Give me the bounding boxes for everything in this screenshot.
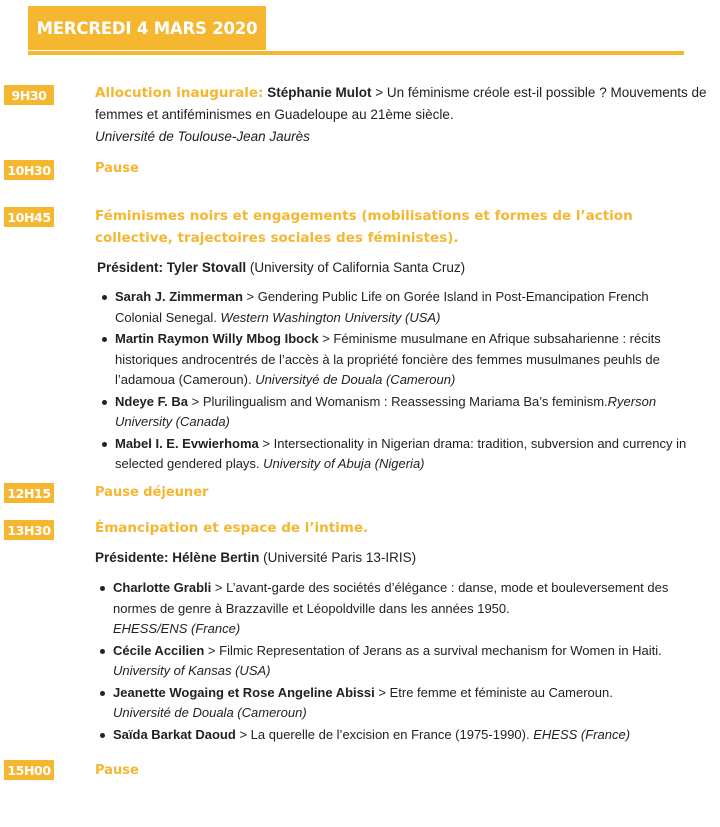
panel-heading: Émancipation et espace de l’intime. (95, 520, 369, 536)
session-opening (95, 82, 707, 148)
date-divider (28, 51, 684, 55)
affiliation: University of Kansas (USA) (113, 663, 271, 678)
session-label: Allocution inaugurale: (95, 85, 264, 101)
affiliation: University of Abuja (Nigeria) (263, 456, 425, 471)
panel-chair (97, 257, 709, 279)
list-item (113, 725, 695, 746)
speaker-name: Mabel I. E. Evwierhoma (115, 435, 259, 451)
separator: > (242, 289, 258, 304)
talk-title: Un féminisme créole est-il possible ? Mouvements de femmes et antiféminismes en Guadeloupe au 21ème siècle. (95, 85, 707, 122)
chair-name: Hélène Bertin (172, 550, 260, 565)
panel-chair (95, 547, 707, 569)
speaker-name: Ndeye F. Ba (115, 393, 188, 409)
affiliation: Université de Toulouse-Jean Jaurès (95, 129, 310, 144)
speaker-name: Cécile Accilien (113, 642, 205, 658)
chair-name: Tyler Stovall (166, 260, 247, 275)
talk-list (95, 578, 695, 746)
talk-list (97, 287, 697, 476)
affiliation: EHESS (France) (533, 726, 631, 742)
talk-title: Plurilingualism and Womanism : Reassessing Mariama Ba’s feminism. (202, 393, 608, 409)
separator: > (204, 642, 220, 658)
speaker-name: Martin Raymon Willy Mbog Ibock (115, 331, 319, 346)
session-break (95, 759, 707, 781)
separator: > (371, 85, 387, 100)
break-label: Pause déjeuner (95, 485, 209, 500)
list-item (113, 578, 695, 640)
affiliation: Universityé de Douala (Cameroun) (255, 372, 456, 387)
list-item (115, 434, 697, 475)
time-badge: 10H30 (4, 160, 54, 180)
talk-title: La querelle de l’excision en France (1975-1990). (250, 726, 534, 742)
talk-title: Etre femme et féministe au Cameroun. (389, 684, 613, 700)
speaker-name: Stéphanie Mulot (267, 85, 372, 100)
list-item (115, 329, 697, 391)
speaker-name: Charlotte Grabli (113, 580, 212, 595)
separator: > (374, 684, 390, 700)
list-item (115, 287, 697, 328)
affiliation: Ryerson University (Canada) (115, 393, 657, 429)
talk-title: Gendering Public Life on Gorée Island in Post-Emancipation French Colonial Senegal. (115, 289, 649, 325)
list-item (115, 392, 697, 433)
session-break (95, 157, 707, 179)
panel-heading: Féminismes noirs et engagements (mobilisations et formes de l’action collective, trajectoires sociales des féministes). (95, 208, 633, 246)
session-panel-2 (95, 517, 707, 539)
separator: > (235, 726, 251, 742)
talk-title: Intersectionality in Nigerian drama: tradition, subversion and currency in selected gendered plays. (115, 435, 687, 471)
talk-title: Féminisme musulmane en Afrique subsaharienne : récits historiques androcentrés de l’accès à la propriété foncière des femmes musulmanes peuhls de l’adamoua (Cameroun). (115, 331, 661, 387)
affiliation: EHESS/ENS (France) (113, 621, 241, 636)
chair-affiliation: (Université Paris 13-IRIS) (263, 550, 417, 565)
time-badge: 15H00 (4, 760, 54, 780)
chair-label: Présidente: (95, 550, 169, 565)
list-item (113, 641, 695, 682)
break-label: Pause (95, 763, 139, 778)
date-banner: MERCREDI 4 MARS 2020 (28, 6, 266, 50)
separator: > (187, 393, 203, 409)
time-badge: 10H45 (4, 207, 54, 227)
speaker-name: Saïda Barkat Daoud (113, 726, 236, 742)
separator: > (258, 435, 274, 451)
speaker-name: Sarah J. Zimmerman (115, 289, 243, 304)
session-break (95, 481, 707, 503)
time-badge: 13H30 (4, 520, 54, 540)
time-badge: 9H30 (4, 85, 54, 105)
affiliation: Western Washington University (USA) (220, 309, 441, 325)
chair-label: Président: (97, 260, 164, 275)
session-panel-1 (95, 205, 655, 249)
list-item (113, 683, 695, 724)
talk-title: L’avant-garde des sociétés d’élégance : danse, mode et bouleversement des normes de genre à Brazzaville et Léopoldville dans les années 1950. (113, 580, 669, 616)
break-label: Pause (95, 161, 139, 176)
talk-title: Filmic Representation of Jerans as a survival mechanism for Women in Haiti. (219, 642, 662, 658)
separator: > (211, 580, 227, 595)
chair-affiliation: (University of California Santa Cruz) (249, 260, 466, 275)
separator: > (318, 331, 334, 346)
affiliation: Université de Douala (Cameroun) (113, 705, 307, 720)
speaker-name: Jeanette Wogaing et Rose Angeline Abissi (113, 684, 375, 700)
time-badge: 12H15 (4, 483, 54, 503)
